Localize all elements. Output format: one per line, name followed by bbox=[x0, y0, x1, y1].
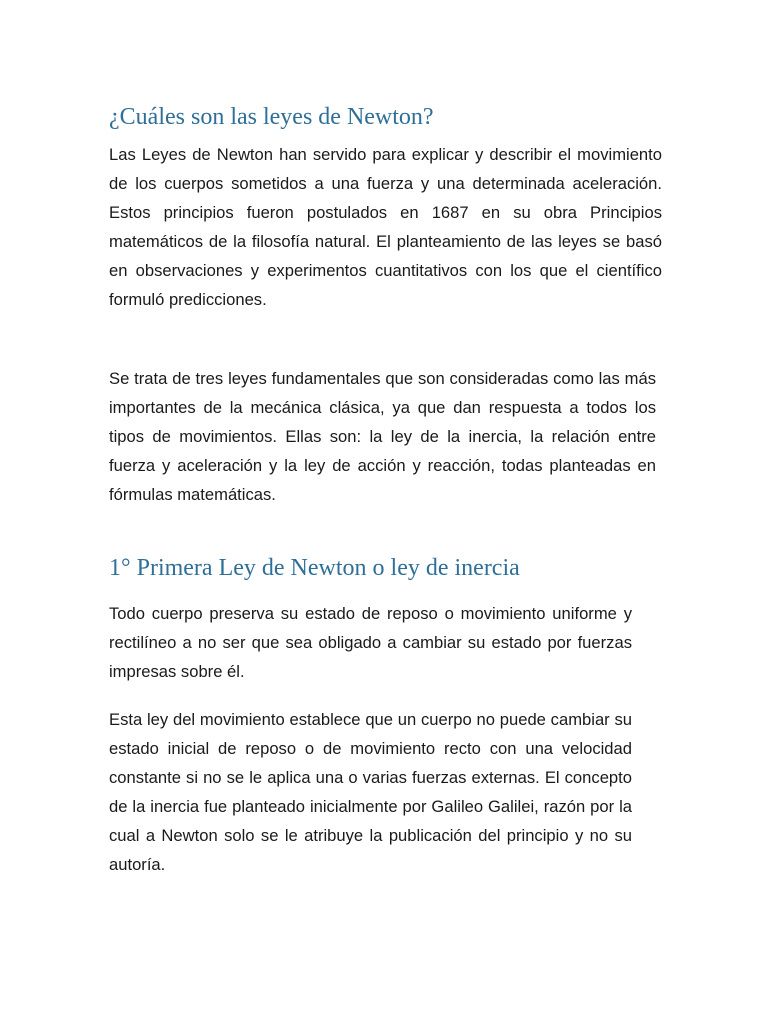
paragraph: Se trata de tres leyes fundamentales que son consideradas como las más importantes de la mecánica clásica, ya que dan respuesta a todos los tipos de movimientos. Ellas son: la ley de la inercia, la relación entre fuerza y aceleración y la ley de acción y reacción, todas planteadas en fórmulas matemáticas. bbox=[109, 369, 656, 505]
paragraph: Todo cuerpo preserva su estado de reposo o movimiento uniforme y rectilíneo a no ser que sea obligado a cambiar su estado por fuerzas impresas sobre él. bbox=[109, 604, 632, 682]
section-heading: 1° Primera Ley de Newton o ley de inercia bbox=[109, 555, 520, 581]
paragraph: Esta ley del movimiento establece que un cuerpo no puede cambiar su estado inicial de reposo o de movimiento recto con una velocidad constante si no se le aplica una o varias fuerzas externas. El concepto de la inercia fue planteado inicialmente por Galileo Galilei, razón por la cual a Newton solo se le atribuye la publicación del principio y no su autoría. bbox=[109, 710, 632, 875]
paragraph: Las Leyes de Newton han servido para explicar y describir el movimiento de los cuerpos sometidos a una fuerza y una determinada aceleración. Estos principios fueron postulados en 1687 en su obra Principios matemáticos de la filosofía natural. El planteamiento de las leyes se basó en observaciones y experimentos cuantitativos con los que el científico formuló predicciones. bbox=[109, 145, 662, 310]
section-heading: ¿Cuáles son las leyes de Newton? bbox=[109, 104, 434, 130]
